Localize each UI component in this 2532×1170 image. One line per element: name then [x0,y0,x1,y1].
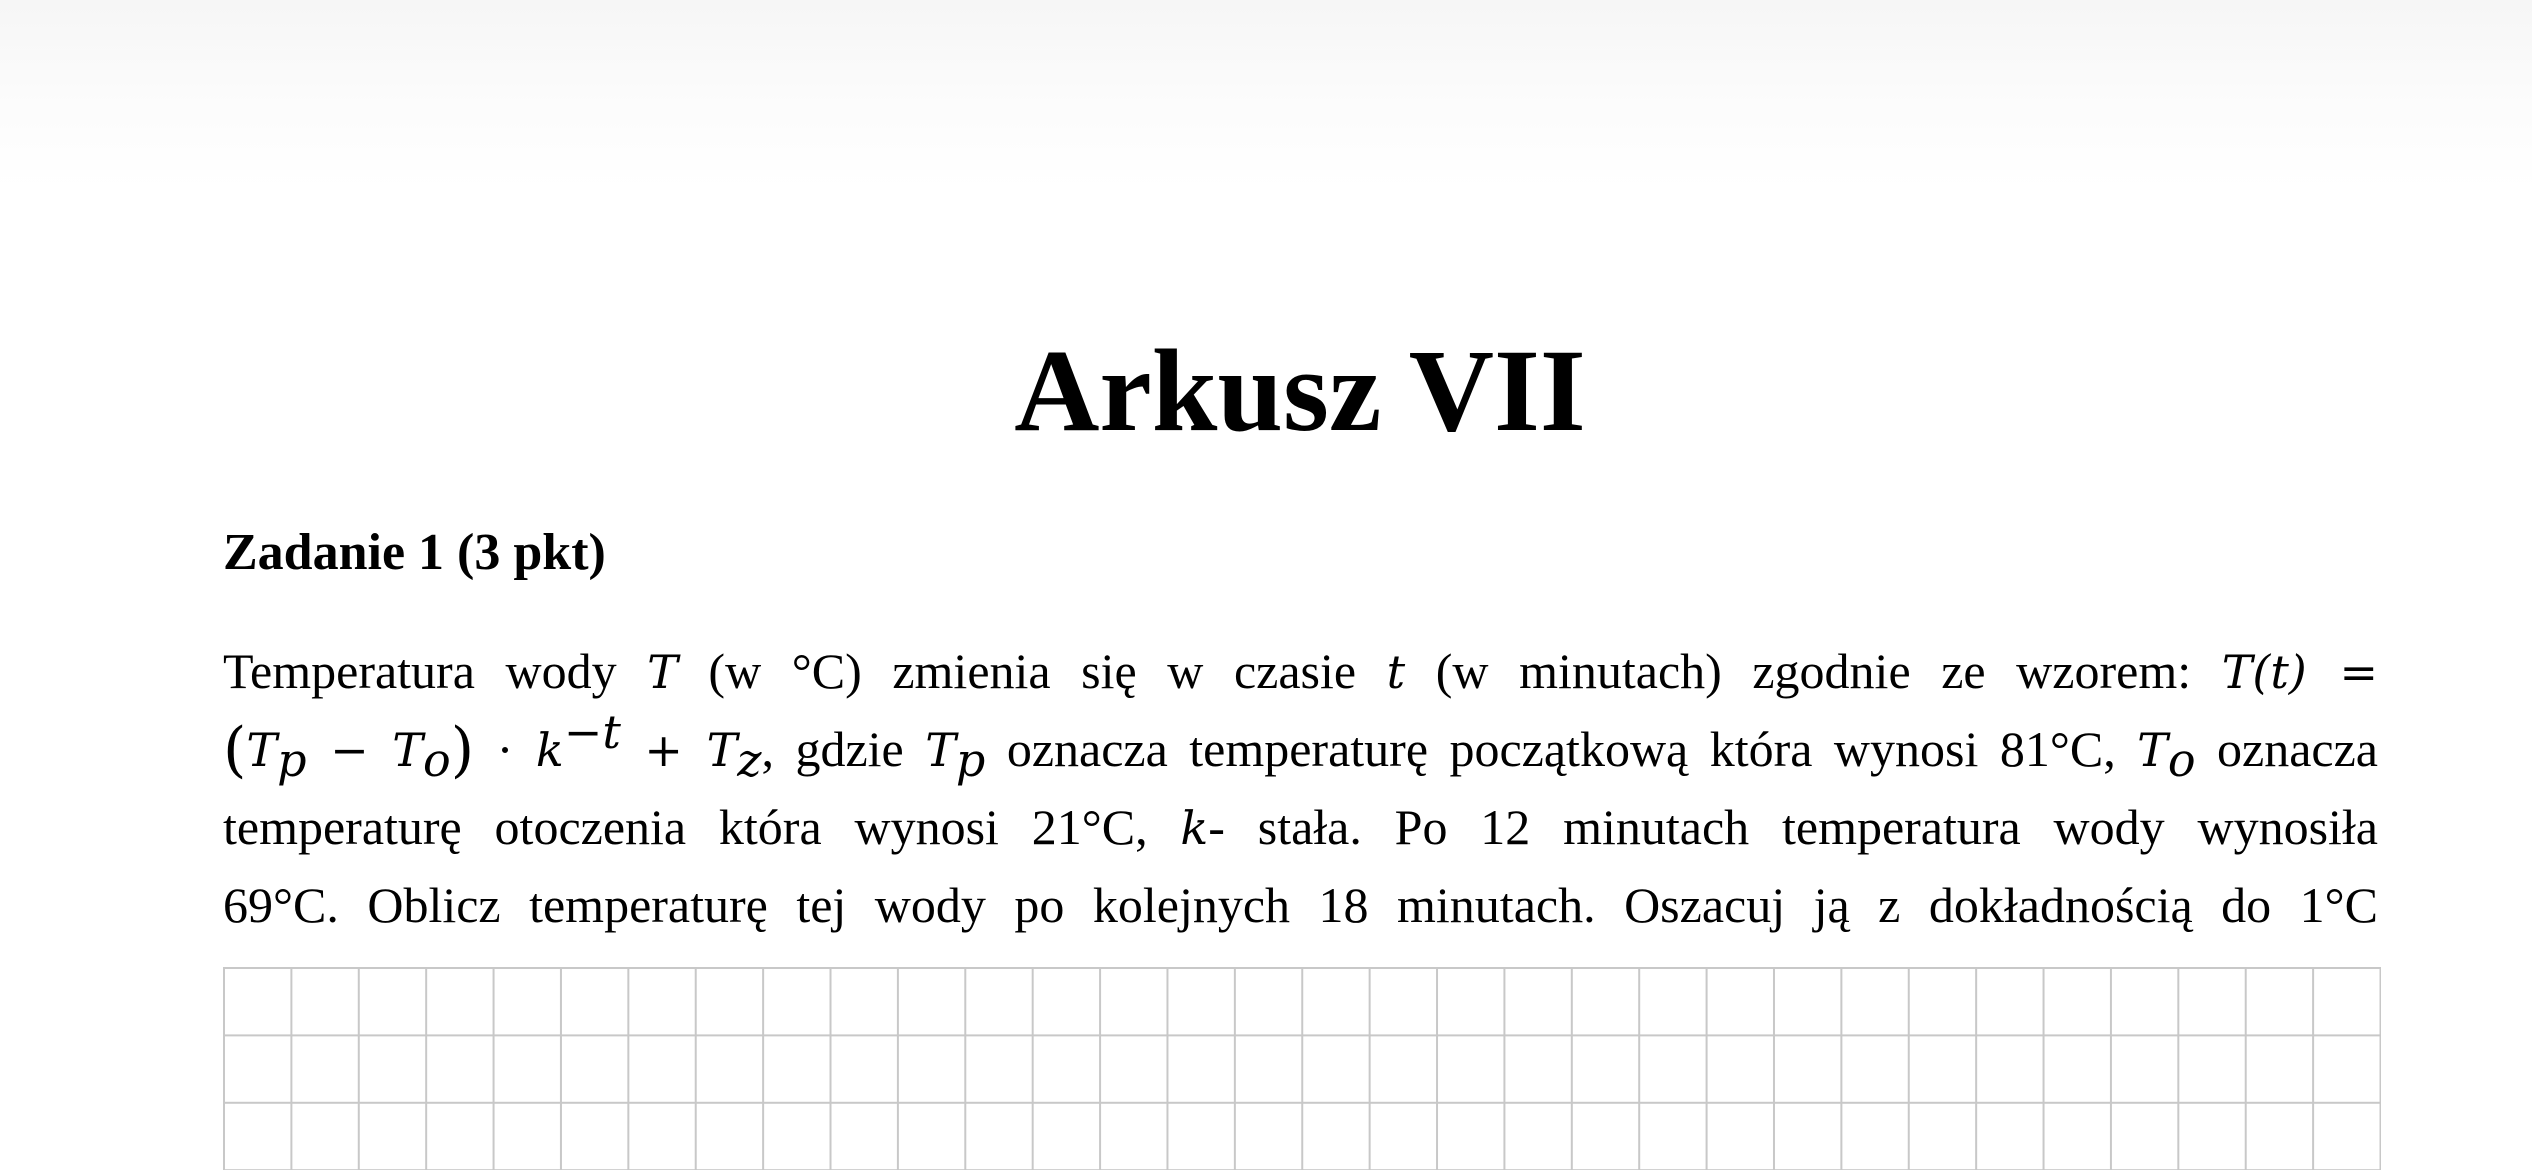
math-variable: T [392,723,423,777]
text-run: oznacza [2195,721,2378,777]
task-text [223,632,2378,944]
math-variable: T [246,723,278,777]
math-operator: · [474,723,536,777]
text-run: (w minutach) zgodnie ze wzorem: [1405,643,2222,699]
math-paren: ( [223,715,247,785]
math-subscript: p [955,733,986,787]
task-text-line: 69°C. Oblicz temperaturę tej wody po kolejnych 18 minutach. Oszacuj ją z dokładnością do 1°C [223,877,2378,933]
text-run: oznacza temperaturę początkową która wynosi 81°C, [985,721,2138,777]
math-paren: ) [450,715,475,785]
math-variable: T [925,723,956,777]
math-subscript: z [737,733,762,787]
text-run: - stała. Po 12 minutach temperatura wody wynosiła [1208,799,2378,855]
math-variable: k [535,723,564,777]
math-operator: − [306,723,393,777]
math-operator: + [620,723,707,777]
task-text-line [223,788,2378,866]
math-subscript: o [2167,733,2196,787]
math-subscript: p [277,733,307,787]
math-variable: T [647,645,678,699]
answer-grid [223,967,2381,1170]
task-text-line [223,632,2378,710]
math-variable: k [1180,801,1209,855]
math-variable: t [1386,645,1406,699]
math-exponent: −t [563,705,621,759]
math-subscript: o [422,733,451,787]
text-run: (w °C) zmienia się w czasie [677,643,1387,699]
math-formula: T(t) = [2221,645,2378,699]
task-text-line [223,705,2378,788]
math-variable: T [706,723,738,777]
text-run: Temperatura wody [223,643,648,699]
text-run: temperaturę otoczenia która wynosi 21°C, [223,799,1181,855]
math-variable: T [2137,723,2168,777]
page-title: Arkusz VII [1014,325,1586,456]
task-heading: Zadanie 1 (3 pkt) [223,524,606,581]
text-run: , gdzie [761,721,926,777]
